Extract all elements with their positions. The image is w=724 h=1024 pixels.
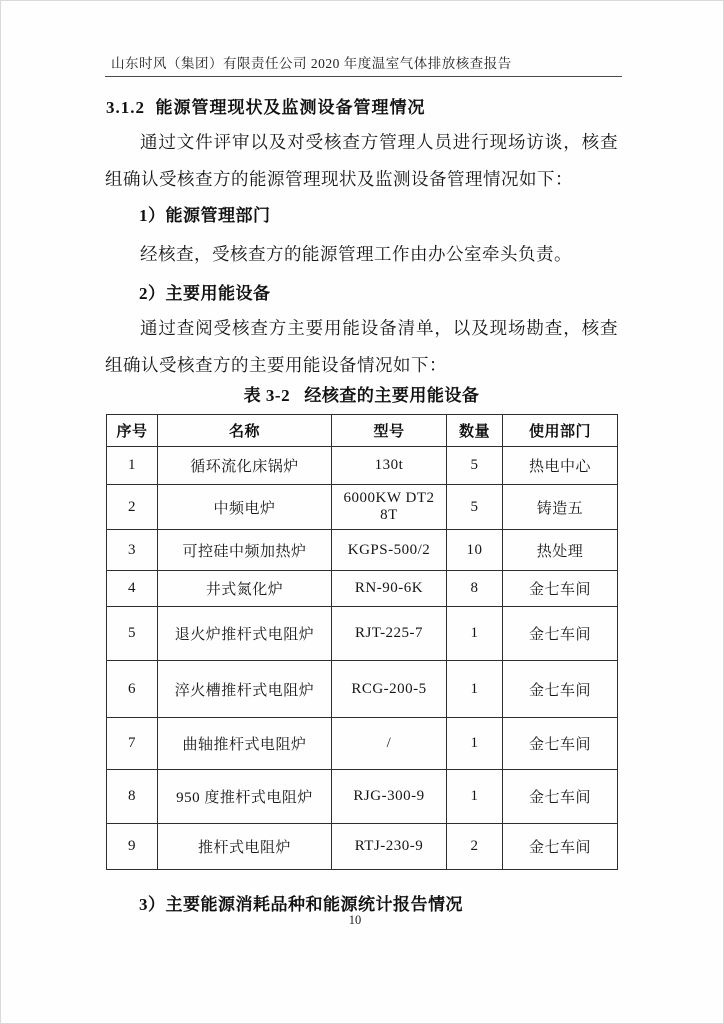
table-header-department: 使用部门 xyxy=(503,415,618,447)
table-cell: 950 度推杆式电阻炉 xyxy=(158,770,332,824)
table-cell: 铸造五 xyxy=(503,485,618,530)
table-cell: KGPS-500/2 xyxy=(332,530,447,571)
table-cell: 4 xyxy=(107,571,158,607)
paragraph-energy-mgmt-intro: 通过文件评审以及对受核查方管理人员进行现场访谈，核查组确认受核查方的能源管理现状及监测设备管理情况如下： xyxy=(105,132,618,189)
table-cell: 中频电炉 xyxy=(158,485,332,530)
subheading-energy-consumption: 3）主要能源消耗品种和能源统计报告情况 xyxy=(139,895,463,914)
table-cell: 可控硅中频加热炉 xyxy=(158,530,332,571)
report-header: 山东时风（集团）有限责任公司 2020 年度温室气体排放核查报告 xyxy=(105,52,622,77)
table-cell: 金七车间 xyxy=(503,770,618,824)
table-cell: 5 xyxy=(447,485,503,530)
table-row xyxy=(107,447,618,485)
table-cell: 推杆式电阻炉 xyxy=(158,824,332,870)
table-cell: 2 xyxy=(447,824,503,870)
table-header-quantity: 数量 xyxy=(447,415,503,447)
table-row xyxy=(107,770,618,824)
table-body xyxy=(107,447,618,870)
table-cell: 1 xyxy=(447,607,503,661)
page-number: 10 xyxy=(348,913,362,927)
table-cell: 1 xyxy=(447,661,503,718)
table-cell: 金七车间 xyxy=(503,824,618,870)
table-cell: RN-90-6K xyxy=(332,571,447,607)
table-cell: 6 xyxy=(107,661,158,718)
table-cell: 循环流化床锅炉 xyxy=(158,447,332,485)
table-cell: 热处理 xyxy=(503,530,618,571)
table-cell: 金七车间 xyxy=(503,661,618,718)
table-row xyxy=(107,718,618,770)
paragraph-energy-dept: 经核查，受核查方的能源管理工作由办公室牵头负责。 xyxy=(140,244,572,264)
table-cell: 1 xyxy=(107,447,158,485)
table-header-row xyxy=(107,415,618,447)
table-cell: 金七车间 xyxy=(503,571,618,607)
table-cell: 1 xyxy=(447,770,503,824)
table-cell: RJG-300-9 xyxy=(332,770,447,824)
table-cell: 淬火槽推杆式电阻炉 xyxy=(158,661,332,718)
table-cell: 7 xyxy=(107,718,158,770)
table-cell: RJT-225-7 xyxy=(332,607,447,661)
table-cell: 6000KW DT2 8T xyxy=(332,485,447,530)
table-header-model: 型号 xyxy=(332,415,447,447)
table-header-name: 名称 xyxy=(158,415,332,447)
table-cell: 1 xyxy=(447,718,503,770)
table-cell: RCG-200-5 xyxy=(332,661,447,718)
table-row xyxy=(107,661,618,718)
table-row xyxy=(107,824,618,870)
section-heading-3-1-2: 3.1.2 能源管理现状及监测设备管理情况 xyxy=(106,98,426,117)
table-cell: 5 xyxy=(107,607,158,661)
table-header-index: 序号 xyxy=(107,415,158,447)
table-cell: 2 xyxy=(107,485,158,530)
table-row xyxy=(107,530,618,571)
table-row xyxy=(107,571,618,607)
table-cell: / xyxy=(332,718,447,770)
equipment-table xyxy=(106,414,618,870)
table-cell: 5 xyxy=(447,447,503,485)
table-cell: 10 xyxy=(447,530,503,571)
table-cell: 130t xyxy=(332,447,447,485)
table-cell: 金七车间 xyxy=(503,607,618,661)
table-cell: 热电中心 xyxy=(503,447,618,485)
table-cell: 井式氮化炉 xyxy=(158,571,332,607)
subheading-main-equipment: 2）主要用能设备 xyxy=(139,284,271,303)
table-row xyxy=(107,607,618,661)
paragraph-equipment-intro: 通过查阅受核查方主要用能设备清单，以及现场勘查，核查组确认受核查方的主要用能设备情况如下： xyxy=(105,318,618,375)
subheading-energy-dept: 1）能源管理部门 xyxy=(139,206,271,225)
table-cell: 8 xyxy=(107,770,158,824)
table-cell: 3 xyxy=(107,530,158,571)
table-cell: 退火炉推杆式电阻炉 xyxy=(158,607,332,661)
table-cell: 9 xyxy=(107,824,158,870)
table-cell: 8 xyxy=(447,571,503,607)
table-cell: RTJ-230-9 xyxy=(332,824,447,870)
table-cell: 金七车间 xyxy=(503,718,618,770)
table-cell: 曲轴推杆式电阻炉 xyxy=(158,718,332,770)
table-row xyxy=(107,485,618,530)
table-caption: 表 3-2 经核查的主要用能设备 xyxy=(243,386,480,405)
